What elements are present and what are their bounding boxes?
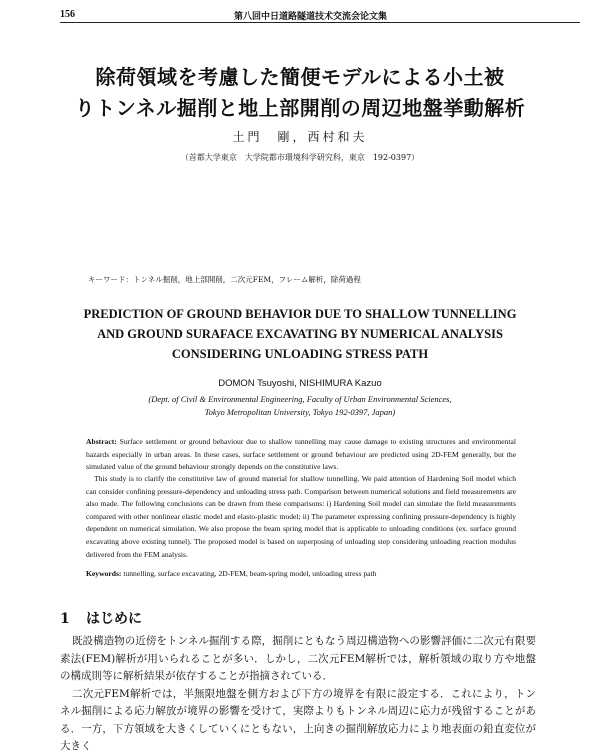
abstract-para-2 bbox=[86, 473, 516, 561]
abstract-text-1: Surface settlement or ground behaviour due to shallow tunnelling may cause damage to existing structures and environmental hazards especially in urban areas. In these cases, surface settlement or ground behaviour are predicted using 2D-FEM generally, but the simulated value of the ground behaviour strongly depends on the constitutive laws. bbox=[86, 437, 516, 472]
section-title: はじめに bbox=[86, 611, 142, 627]
header-rule bbox=[60, 22, 580, 23]
body-para-1: 既設構造物の近傍をトンネル掘削する際，掘削にともなう周辺構造物への影響評価に二次元有限要素法(FEM)解析が用いられることが多い．しかし，二次元FEM解析では，解析領域の取り方や地盤の構成則等に解析結果が依存することが指摘されている． bbox=[60, 635, 536, 682]
section-number: 1 bbox=[60, 611, 70, 627]
en-affiliation-line-2: Tokyo Metropolitan University, Tokyo 192-0397, Japan) bbox=[204, 407, 396, 417]
body-para-2: 二次元FEM解析では，半無限地盤を側方および下方の境界を有限に設定する．これにより，トンネル掘削による応力解放が境界の影響を受けて，実際よりもトンネル周辺に応力が残留することがある．一方，下方領域を大きくしていくにともない，上向きの掘削解放応力により地表面の鉛直変位が大きく bbox=[60, 687, 536, 752]
abstract-label: Abstract: bbox=[86, 437, 117, 446]
en-title-line-1: PREDICTION OF GROUND BEHAVIOR DUE TO SHALLOW TUNNELLING bbox=[83, 307, 517, 321]
jp-title bbox=[40, 62, 560, 124]
jp-authors: 土門 剛，西村和夫 bbox=[232, 130, 368, 144]
jp-title-line-2: りトンネル掘削と地上部開削の周辺地盤挙動解析 bbox=[74, 96, 526, 120]
section-body bbox=[60, 633, 536, 756]
en-authors: DOMON Tsuyoshi, NISHIMURA Kazuo bbox=[218, 378, 382, 389]
abstract-para-1 bbox=[86, 436, 516, 474]
en-affiliation-line-1: (Dept. of Civil & Environmental Engineering, Faculty of Urban Environmental Sciences, bbox=[148, 394, 452, 404]
journal-name: 第八回中日道路隧道技术交流会论文集 bbox=[234, 12, 388, 22]
en-title-line-2: AND GROUND SURAFACE EXCAVATING BY NUMERICAL ANALYSIS bbox=[97, 327, 503, 341]
abstract-text-2: This study is to clarify the constitutive law of ground material for shallow tunnelling. We paid attention of Hardening Soil model which can consider confining pressure-dependency and unloading stress path. Comparison between numerical solutions and field measurements are also made. The following conclusions can be drawn from these comparisons: i) Hardening Soil model can simulate the field measurements compared with other nonlinear elastic model and elasto-plastic model; ii) The parameter expressing confining pressure-dependency is highly dependent on numerical simulation. We also propose the beam spring model that is applicable to unloading conditions (ex. surface ground excavating above existing tunnel). The proposed model is based on superposing of unloading step considering unloading reaction modulus delivered from the FEM analysis. bbox=[86, 474, 516, 559]
keywords-label: Keywords: bbox=[86, 569, 122, 578]
en-title-line-3: CONSIDERING UNLOADING STRESS PATH bbox=[171, 347, 429, 361]
running-header bbox=[60, 7, 580, 23]
keywords-text: tunnelling, surface excavating, 2D-FEM, beam-spring model, unloading stress path bbox=[123, 569, 377, 578]
jp-title-line-1: 除荷領域を考慮した簡便モデルによる小土被 bbox=[95, 65, 505, 89]
page-number: 156 bbox=[60, 9, 75, 20]
en-affiliation bbox=[90, 393, 510, 419]
en-title bbox=[40, 304, 560, 364]
jp-affiliation: （首都大学東京 大学院都市環境科学研究科，東京 192-0397） bbox=[180, 153, 420, 162]
en-keywords bbox=[86, 569, 376, 578]
section-heading bbox=[60, 608, 142, 628]
jp-keywords: キーワード：トンネル掘削，地上部開削，二次元FEM，フレーム解析，除荷過程 bbox=[88, 275, 361, 284]
